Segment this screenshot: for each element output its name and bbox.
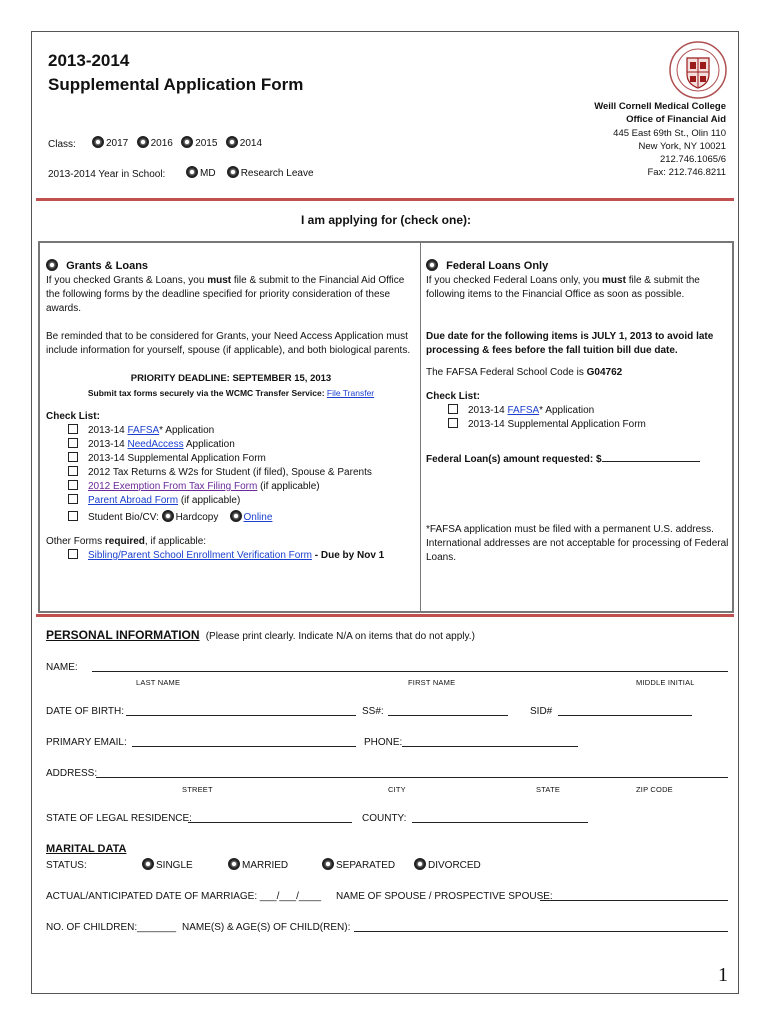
applying-box [38, 241, 734, 613]
list-item: Student Bio/CV: Hardcopy Online [68, 510, 416, 525]
submit-tax-forms-line: Submit tax forms securely via the WCMC Transfer Service: File Transfer [87, 388, 375, 398]
office-address-block [594, 100, 726, 179]
office-name: Office of Financial Aid [626, 114, 726, 125]
fafsa-address-note: *FAFSA application must be filed with a permanent U.S. address. International addresses are not acceptable for processing of Federal Loans. [426, 524, 729, 563]
cornell-seal-icon [668, 40, 728, 100]
grants-paragraph-1: If you checked Grants & Loans, you must file & submit to the Financial Aid Office the following forms by the deadline specified for priority consideration of these awards. [46, 275, 405, 314]
status-separated[interactable]: SEPARATED [322, 858, 395, 871]
list-item: 2013-14 Supplemental Application Form [68, 452, 416, 466]
radio-icon [92, 136, 104, 148]
applying-heading: I am applying for (check one): [300, 213, 472, 227]
list-item: 2012 Tax Returns & W2s for Student (if filed), Spouse & Parents [68, 466, 416, 480]
bio-online-option[interactable]: Online [230, 512, 273, 523]
grants-checklist-title: Check List: [46, 411, 100, 422]
file-transfer-link[interactable]: File Transfer [326, 388, 375, 398]
year-in-school-label: 2013-2014 Year in School: [48, 169, 166, 180]
checkbox[interactable] [68, 511, 78, 521]
spouse-label: NAME OF SPOUSE / PROSPECTIVE SPOUSE: [336, 891, 553, 902]
marriage-date-field[interactable]: ___/___/____ [259, 891, 322, 902]
office-phone: 212.746.1065/6 [659, 154, 726, 165]
checkbox[interactable] [68, 424, 78, 434]
children-names-field[interactable] [354, 931, 728, 932]
residence-label: STATE OF LEGAL RESIDENCE: [46, 813, 192, 824]
middle-initial-caption: MIDDLE INITIAL [636, 678, 695, 687]
county-field[interactable] [412, 822, 588, 823]
form-title: Supplemental Application Form [48, 75, 304, 94]
residence-field[interactable] [188, 822, 352, 823]
spouse-field[interactable] [540, 900, 728, 901]
page-number: 1 [718, 964, 728, 986]
address-field[interactable] [96, 777, 728, 778]
list-item: 2013-14 Supplemental Application Form [448, 418, 730, 432]
address-label: ADDRESS: [46, 768, 98, 779]
children-count-field[interactable]: _______ [137, 922, 177, 933]
form-page [31, 31, 739, 994]
form-year: 2013-2014 [48, 51, 130, 70]
federal-amount-line: Federal Loan(s) amount requested: $ [426, 452, 730, 467]
federal-amount-field[interactable] [602, 452, 700, 462]
checkbox[interactable] [68, 480, 78, 490]
phone-field[interactable] [402, 746, 578, 747]
class-option-2017[interactable]: 2017 [92, 138, 128, 149]
list-item: 2013-14 FAFSA* Application [448, 404, 730, 418]
checkbox[interactable] [68, 466, 78, 476]
radio-icon [137, 136, 149, 148]
grants-checklist [68, 424, 416, 525]
last-name-caption: LAST NAME [136, 678, 181, 687]
checkbox[interactable] [448, 404, 458, 414]
college-name: Weill Cornell Medical College [594, 101, 726, 112]
grants-loans-option[interactable]: Grants & Loans [46, 259, 416, 273]
radio-icon [181, 136, 193, 148]
state-caption: STATE [536, 785, 561, 794]
first-name-caption: FIRST NAME [408, 678, 456, 687]
column-divider [420, 243, 421, 611]
marriage-date-label: ACTUAL/ANTICIPATED DATE OF MARRIAGE: ___/___/____ [46, 891, 322, 902]
city-caption: CITY [388, 785, 406, 794]
county-label: COUNTY: [362, 813, 407, 824]
status-divorced[interactable]: DIVORCED [414, 858, 481, 871]
name-label: NAME: [46, 662, 78, 673]
radio-icon [46, 259, 58, 271]
phone-label: PHONE: [364, 737, 403, 748]
federal-loans-column [426, 259, 730, 565]
class-option-2016[interactable]: 2016 [137, 138, 173, 149]
children-label: NO. OF CHILDREN:_______ [46, 922, 177, 933]
personal-info-header: PERSONAL INFORMATION (Please print clearly. Indicate N/A on items that do not apply.) [46, 628, 475, 642]
email-label: PRIMARY EMAIL: [46, 737, 127, 748]
radio-icon [230, 510, 242, 522]
class-option-2014[interactable]: 2014 [226, 138, 262, 149]
list-item: 2013-14 NeedAccess Application [68, 438, 416, 452]
other-forms-line: Other Forms required, if applicable: [46, 536, 207, 547]
radio-icon [322, 858, 334, 870]
year-in-school-options [186, 166, 314, 181]
radio-icon [426, 259, 438, 271]
divider-rule [36, 614, 734, 617]
dob-field[interactable] [126, 715, 356, 716]
children-names-label: NAME(S) & AGE(S) OF CHILD(REN): [182, 922, 351, 933]
federal-checklist-title: Check List: [426, 391, 480, 402]
class-options [92, 136, 262, 151]
checkbox[interactable] [68, 452, 78, 462]
grants-loans-column [46, 259, 416, 563]
zip-caption: ZIP CODE [636, 785, 673, 794]
radio-icon [226, 136, 238, 148]
sibling-form-link[interactable]: Sibling/Parent School Enrollment Verification Form [88, 550, 312, 561]
bio-hardcopy-option[interactable]: Hardcopy [162, 512, 219, 523]
grants-paragraph-2: Be reminded that to be considered for Grants, your Need Access Application must include information for yourself, spouse (if applicable), and both biological parents. [46, 331, 411, 356]
checkbox[interactable] [68, 494, 78, 504]
status-married[interactable]: MARRIED [228, 858, 288, 871]
class-label: Class: [48, 139, 76, 150]
federal-due-date: Due date for the following items is JULY 1, 2013 to avoid late processing & fees before the fall tuition bill due date. [426, 331, 714, 356]
list-item: Parent Abroad Form (if applicable) [68, 494, 416, 508]
office-fax: Fax: 212.746.8211 [647, 167, 726, 178]
email-field[interactable] [132, 746, 356, 747]
radio-icon [227, 166, 239, 178]
radio-icon [186, 166, 198, 178]
sid-field[interactable] [558, 715, 692, 716]
status-single[interactable]: SINGLE [142, 858, 193, 871]
federal-paragraph-1: If you checked Federal Loans only, you must file & submit the following items to the Financial Office as soon as possible. [426, 275, 700, 300]
list-item: 2012 Exemption From Tax Filing Form (if applicable) [68, 480, 416, 494]
year-option-md[interactable]: MD [186, 168, 216, 179]
checkbox[interactable] [448, 418, 458, 428]
federal-loans-option[interactable]: Federal Loans Only [426, 259, 730, 273]
priority-deadline: PRIORITY DEADLINE: SEPTEMBER 15, 2013 [130, 373, 332, 384]
school-code-line: The FAFSA Federal School Code is G04762 [426, 367, 623, 378]
sibling-form-item: Sibling/Parent School Enrollment Verification Form - Due by Nov 1 [68, 549, 416, 563]
radio-icon [162, 510, 174, 522]
name-field[interactable] [92, 671, 728, 672]
status-label: STATUS: [46, 860, 87, 871]
checkbox[interactable] [68, 438, 78, 448]
dob-label: DATE OF BIRTH: [46, 706, 124, 717]
street-caption: STREET [182, 785, 213, 794]
divider-rule [36, 198, 734, 201]
radio-icon [228, 858, 240, 870]
marital-data-heading: MARITAL DATA [46, 843, 127, 855]
ss-label: SS#: [362, 706, 384, 717]
radio-icon [414, 858, 426, 870]
class-option-2015[interactable]: 2015 [181, 138, 217, 149]
office-street: 445 East 69th St., Olin 110 [613, 128, 726, 139]
year-option-research-leave[interactable]: Research Leave [227, 168, 314, 179]
radio-icon [142, 858, 154, 870]
checkbox[interactable] [68, 549, 78, 559]
list-item: 2013-14 FAFSA* Application [68, 424, 416, 438]
federal-checklist [448, 404, 730, 432]
ss-field[interactable] [388, 715, 508, 716]
sid-label: SID# [530, 706, 553, 717]
office-city: New York, NY 10021 [638, 141, 726, 152]
